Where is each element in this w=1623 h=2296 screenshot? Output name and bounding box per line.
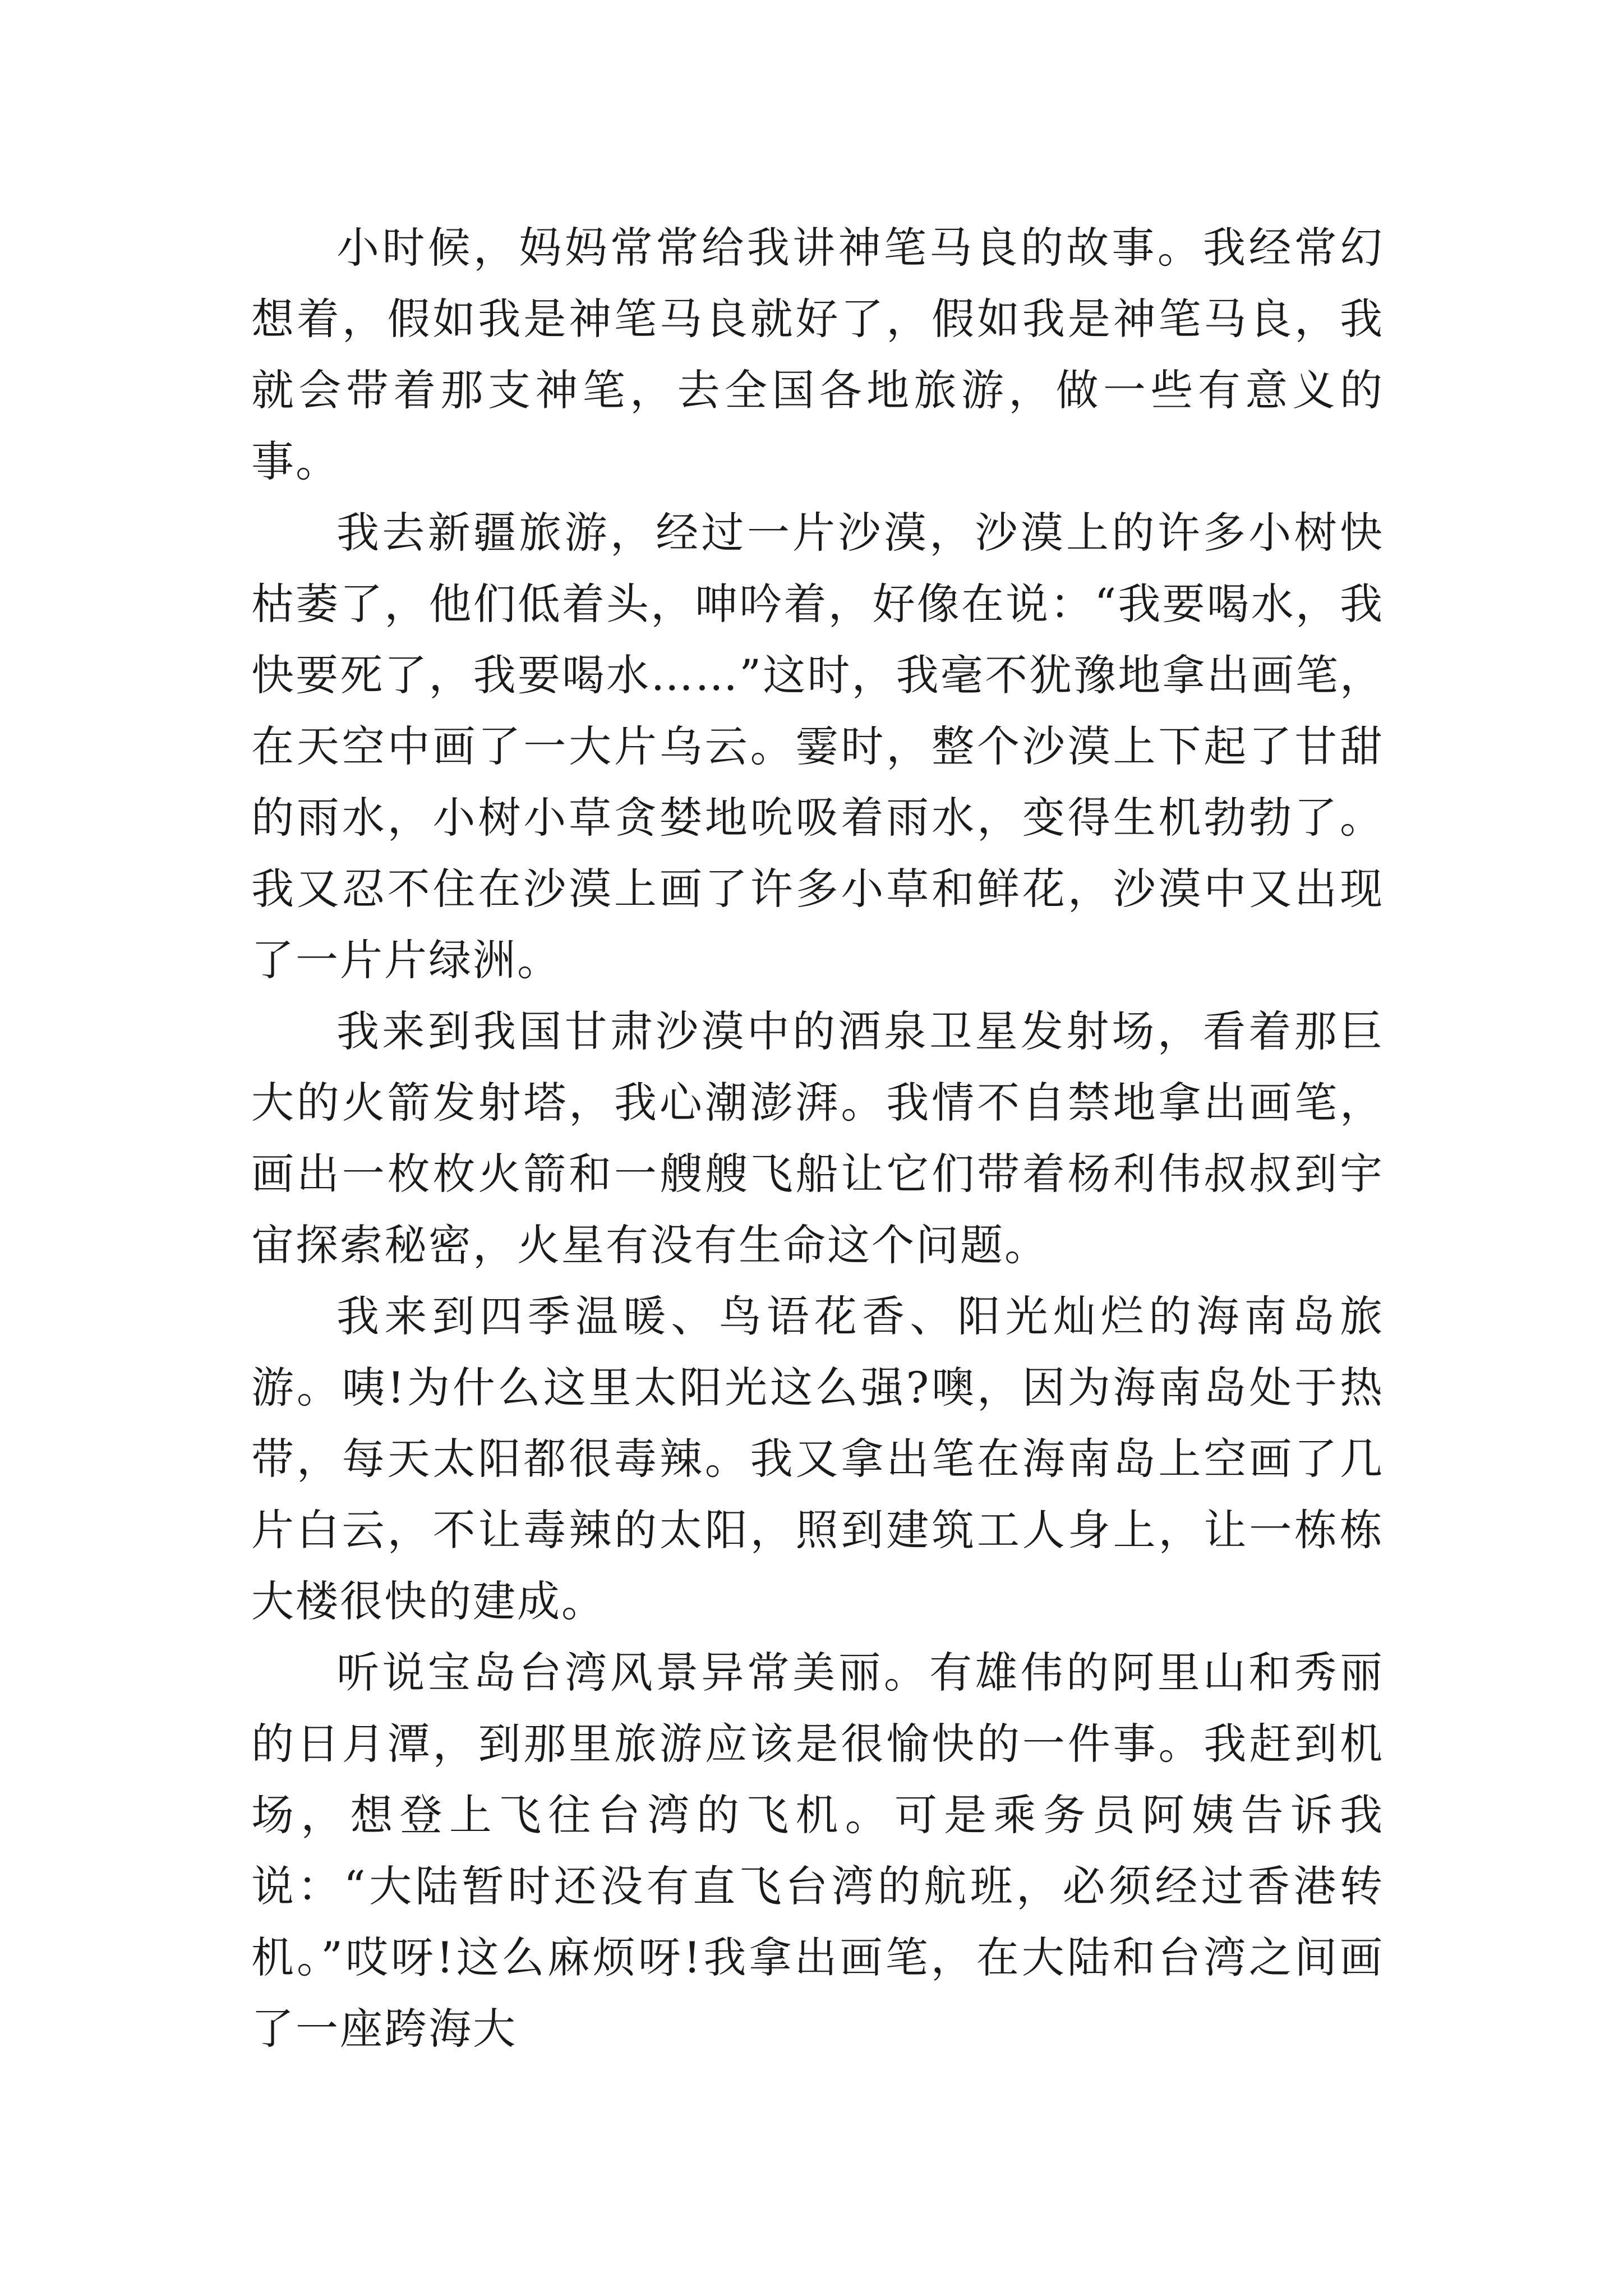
paragraph-1: 小时候，妈妈常常给我讲神笔马良的故事。我经常幻想着，假如我是神笔马良就好了，假如我是神笔马良，我就会带着那支神笔，去全国各地旅游，做一些有意义的事。 [251,223,1384,486]
paragraph-3: 我来到我国甘肃沙漠中的酒泉卫星发射场，看着那巨大的火箭发射塔，我心潮澎湃。我情不自禁地拿出画笔，画出一枚枚火箭和一艘艘飞船让它们带着杨利伟叔叔到宇宙探索秘密，火星有没有生命这个问题。 [251,1006,1384,1270]
paragraph-5: 听说宝岛台湾风景异常美丽。有雄伟的阿里山和秀丽的日月潭，到那里旅游应该是很愉快的一件事。我赶到机场，想登上飞往台湾的飞机。可是乘务员阿姨告诉我说：“大陆暂时还没有直飞台湾的航班，必须经过香港转机。”哎呀!这么麻烦呀!我拿出画笔，在大陆和台湾之间画了一座跨海大 [251,1648,1384,2054]
paragraph-4: 我来到四季温暖、鸟语花香、阳光灿烂的海南岛旅游。咦!为什么这里太阳光这么强?噢，因为海南岛处于热带，每天太阳都很毒辣。我又拿出笔在海南岛上空画了几片白云，不让毒辣的太阳，照到建筑工人身上，让一栋栋大楼很快的建成。 [251,1291,1384,1626]
document-body [251,212,1384,2064]
paragraph-2: 我去新疆旅游，经过一片沙漠，沙漠上的许多小树快枯萎了，他们低着头，呻吟着，好像在说：“我要喝水，我快要死了，我要喝水……”这时，我毫不犹豫地拿出画笔，在天空中画了一大片乌云。霎时，整个沙漠上下起了甘甜的雨水，小树小草贪婪地吮吸着雨水，变得生机勃勃了。我又忍不住在沙漠上画了许多小草和鲜花，沙漠中又出现了一片片绿洲。 [251,508,1384,985]
